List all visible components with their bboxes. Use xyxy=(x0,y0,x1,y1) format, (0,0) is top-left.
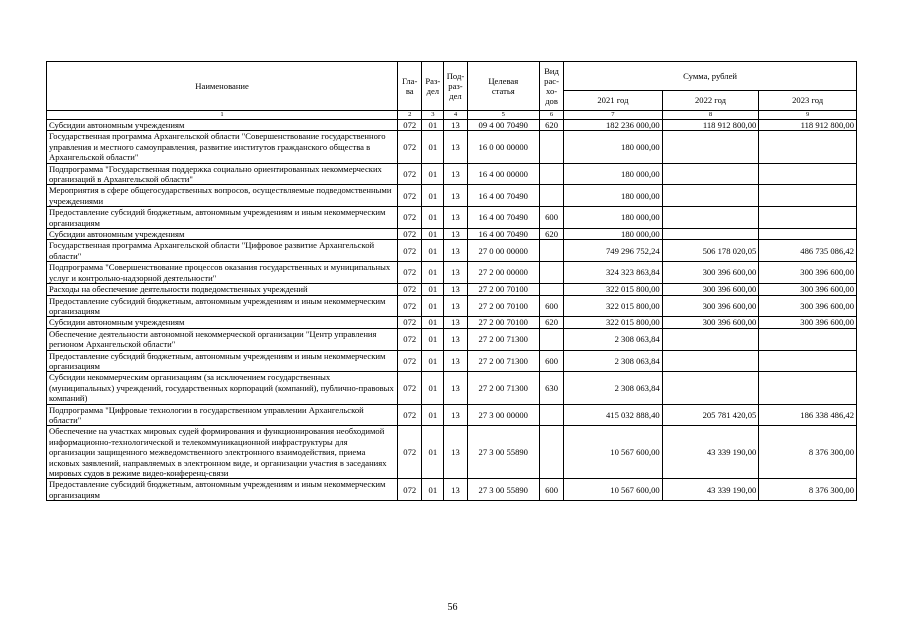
row-sum-2021: 10 567 600,00 xyxy=(564,479,663,501)
table-row xyxy=(47,163,857,185)
row-name: Предоставление субсидий бюджетным, автономным учреждениям и иным некоммерческим организациям xyxy=(47,479,398,501)
row-glava: 072 xyxy=(398,328,422,350)
header-podrazdel: Под- раз- дел xyxy=(444,62,467,111)
row-target: 27 2 00 00000 xyxy=(467,262,539,284)
page-number: 56 xyxy=(447,602,458,613)
column-number: 4 xyxy=(444,111,467,120)
row-razdel: 01 xyxy=(422,295,444,317)
row-sum-2023: 300 396 600,00 xyxy=(759,295,857,317)
row-vid: 600 xyxy=(539,479,563,501)
row-name: Государственная программа Архангельской области "Цифровое развитие Архангельской области" xyxy=(47,240,398,262)
row-podrazdel: 13 xyxy=(444,317,467,328)
row-name: Подпрограмма "Государственная поддержка социально ориентированных некоммерческих организаций в Архангельской области" xyxy=(47,163,398,185)
row-sum-2023: 486 735 086,42 xyxy=(759,240,857,262)
row-sum-2022: 300 396 600,00 xyxy=(662,317,759,328)
row-sum-2022 xyxy=(662,229,759,240)
row-target: 16 4 00 70490 xyxy=(467,229,539,240)
row-podrazdel: 13 xyxy=(444,207,467,229)
table-row xyxy=(47,479,857,501)
row-razdel: 01 xyxy=(422,262,444,284)
row-podrazdel: 13 xyxy=(444,350,467,372)
header-year-2021: 2021 год xyxy=(564,91,663,111)
row-sum-2022: 300 396 600,00 xyxy=(662,295,759,317)
row-target: 27 2 00 71300 xyxy=(467,372,539,404)
row-vid xyxy=(539,240,563,262)
row-podrazdel: 13 xyxy=(444,426,467,479)
row-vid xyxy=(539,426,563,479)
row-name: Субсидии некоммерческим организациям (за исключением государственных (муниципальных) учреждений, государственных корпораций (компаний), публично-правовых компаний) xyxy=(47,372,398,404)
table-row xyxy=(47,404,857,426)
row-razdel: 01 xyxy=(422,207,444,229)
row-glava: 072 xyxy=(398,207,422,229)
row-sum-2021: 180 000,00 xyxy=(564,131,663,163)
header-razdel: Раз- дел xyxy=(422,62,444,111)
row-sum-2022 xyxy=(662,131,759,163)
row-razdel: 01 xyxy=(422,328,444,350)
table-row xyxy=(47,295,857,317)
row-target: 27 3 00 00000 xyxy=(467,404,539,426)
table-row xyxy=(47,372,857,404)
row-podrazdel: 13 xyxy=(444,372,467,404)
table-row xyxy=(47,229,857,240)
row-vid xyxy=(539,262,563,284)
row-sum-2021: 322 015 800,00 xyxy=(564,317,663,328)
row-sum-2022: 43 339 190,00 xyxy=(662,426,759,479)
table-row xyxy=(47,284,857,295)
row-vid: 600 xyxy=(539,350,563,372)
row-glava: 072 xyxy=(398,295,422,317)
table-row xyxy=(47,426,857,479)
row-podrazdel: 13 xyxy=(444,328,467,350)
row-vid: 620 xyxy=(539,120,563,131)
row-sum-2022: 300 396 600,00 xyxy=(662,262,759,284)
table-row xyxy=(47,317,857,328)
row-razdel: 01 xyxy=(422,120,444,131)
row-glava: 072 xyxy=(398,185,422,207)
row-name: Субсидии автономным учреждениям xyxy=(47,120,398,131)
row-sum-2022: 300 396 600,00 xyxy=(662,284,759,295)
row-sum-2023: 8 376 300,00 xyxy=(759,479,857,501)
row-sum-2023: 186 338 486,42 xyxy=(759,404,857,426)
row-name: Предоставление субсидий бюджетным, автономным учреждениям и иным некоммерческим организациям xyxy=(47,207,398,229)
row-razdel: 01 xyxy=(422,240,444,262)
row-target: 27 0 00 00000 xyxy=(467,240,539,262)
table-row xyxy=(47,185,857,207)
table-row xyxy=(47,131,857,163)
row-sum-2023: 8 376 300,00 xyxy=(759,426,857,479)
row-name: Государственная программа Архангельской области "Совершенствование государственного управления и местного самоуправления, развитие институтов гражданского общества в Архангельской области" xyxy=(47,131,398,163)
table-row xyxy=(47,262,857,284)
row-sum-2023 xyxy=(759,328,857,350)
row-sum-2023 xyxy=(759,185,857,207)
row-sum-2023: 118 912 800,00 xyxy=(759,120,857,131)
row-sum-2023 xyxy=(759,163,857,185)
row-target: 27 2 00 70100 xyxy=(467,284,539,295)
row-glava: 072 xyxy=(398,229,422,240)
row-razdel: 01 xyxy=(422,131,444,163)
row-sum-2021: 180 000,00 xyxy=(564,163,663,185)
row-sum-2021: 182 236 000,00 xyxy=(564,120,663,131)
row-sum-2021: 2 308 063,84 xyxy=(564,328,663,350)
row-vid xyxy=(539,328,563,350)
row-podrazdel: 13 xyxy=(444,262,467,284)
row-name: Мероприятия в сфере общегосударственных вопросов, осуществляемые подведомственными учреждениями xyxy=(47,185,398,207)
table-row xyxy=(47,328,857,350)
row-target: 16 0 00 00000 xyxy=(467,131,539,163)
row-target: 16 4 00 00000 xyxy=(467,163,539,185)
row-name: Субсидии автономным учреждениям xyxy=(47,229,398,240)
column-number: 1 xyxy=(47,111,398,120)
row-sum-2021: 415 032 888,40 xyxy=(564,404,663,426)
row-target: 27 2 00 70100 xyxy=(467,317,539,328)
table-row xyxy=(47,350,857,372)
row-sum-2021: 180 000,00 xyxy=(564,185,663,207)
row-glava: 072 xyxy=(398,284,422,295)
header-year-2022: 2022 год xyxy=(662,91,759,111)
row-sum-2023 xyxy=(759,131,857,163)
row-vid: 600 xyxy=(539,207,563,229)
row-glava: 072 xyxy=(398,372,422,404)
row-sum-2021: 322 015 800,00 xyxy=(564,295,663,317)
row-target: 27 2 00 71300 xyxy=(467,350,539,372)
row-podrazdel: 13 xyxy=(444,240,467,262)
row-sum-2023: 300 396 600,00 xyxy=(759,317,857,328)
table-row xyxy=(47,120,857,131)
row-vid xyxy=(539,284,563,295)
row-podrazdel: 13 xyxy=(444,120,467,131)
header-target: Целевая статья xyxy=(467,62,539,111)
row-vid: 600 xyxy=(539,295,563,317)
row-name: Подпрограмма "Цифровые технологии в государственном управлении Архангельской области" xyxy=(47,404,398,426)
column-number: 3 xyxy=(422,111,444,120)
row-podrazdel: 13 xyxy=(444,185,467,207)
row-razdel: 01 xyxy=(422,284,444,295)
row-glava: 072 xyxy=(398,479,422,501)
row-name: Предоставление субсидий бюджетным, автономным учреждениям и иным некоммерческим организациям xyxy=(47,295,398,317)
row-sum-2021: 180 000,00 xyxy=(564,229,663,240)
header-sum: Сумма, рублей xyxy=(564,62,857,91)
table-row xyxy=(47,207,857,229)
row-name: Субсидии автономным учреждениям xyxy=(47,317,398,328)
row-sum-2022 xyxy=(662,328,759,350)
row-razdel: 01 xyxy=(422,185,444,207)
column-number: 8 xyxy=(662,111,759,120)
row-podrazdel: 13 xyxy=(444,479,467,501)
row-vid: 630 xyxy=(539,372,563,404)
row-sum-2021: 2 308 063,84 xyxy=(564,372,663,404)
row-glava: 072 xyxy=(398,240,422,262)
row-target: 16 4 00 70490 xyxy=(467,207,539,229)
column-number: 7 xyxy=(564,111,663,120)
row-sum-2022: 506 178 020,05 xyxy=(662,240,759,262)
row-sum-2023 xyxy=(759,207,857,229)
column-number-row xyxy=(47,111,857,120)
row-target: 27 2 00 71300 xyxy=(467,328,539,350)
row-sum-2022 xyxy=(662,207,759,229)
row-name: Обеспечение на участках мировых судей формирования и функционирования необходимой информационно-технологической и телекоммуникационной инфраструктуры для организации защищенного межведомственного электронного взаимодействия, приема исковых заявлений, направляемых в электронном виде, и организации участия в заседаниях мировых судов в режиме видео-конференц-связи xyxy=(47,426,398,479)
row-vid xyxy=(539,163,563,185)
row-vid xyxy=(539,131,563,163)
row-razdel: 01 xyxy=(422,163,444,185)
row-glava: 072 xyxy=(398,317,422,328)
row-razdel: 01 xyxy=(422,350,444,372)
row-razdel: 01 xyxy=(422,426,444,479)
row-sum-2023: 300 396 600,00 xyxy=(759,262,857,284)
column-number: 2 xyxy=(398,111,422,120)
row-razdel: 01 xyxy=(422,404,444,426)
row-sum-2021: 10 567 600,00 xyxy=(564,426,663,479)
row-razdel: 01 xyxy=(422,317,444,328)
row-sum-2022: 118 912 800,00 xyxy=(662,120,759,131)
column-number: 6 xyxy=(539,111,563,120)
table-row xyxy=(47,240,857,262)
row-glava: 072 xyxy=(398,350,422,372)
row-sum-2021: 180 000,00 xyxy=(564,207,663,229)
row-sum-2021: 324 323 863,84 xyxy=(564,262,663,284)
header-vid: Вид рас- хо- дов xyxy=(539,62,563,111)
row-target: 27 2 00 70100 xyxy=(467,295,539,317)
row-sum-2022 xyxy=(662,163,759,185)
row-sum-2023 xyxy=(759,350,857,372)
row-podrazdel: 13 xyxy=(444,229,467,240)
row-razdel: 01 xyxy=(422,372,444,404)
row-sum-2022 xyxy=(662,372,759,404)
row-glava: 072 xyxy=(398,404,422,426)
row-sum-2023 xyxy=(759,229,857,240)
row-sum-2021: 2 308 063,84 xyxy=(564,350,663,372)
row-podrazdel: 13 xyxy=(444,295,467,317)
row-sum-2022 xyxy=(662,350,759,372)
budget-table xyxy=(46,61,857,501)
header-year-2023: 2023 год xyxy=(759,91,857,111)
row-target: 09 4 00 70490 xyxy=(467,120,539,131)
row-target: 27 3 00 55890 xyxy=(467,479,539,501)
row-sum-2022: 205 781 420,05 xyxy=(662,404,759,426)
row-razdel: 01 xyxy=(422,229,444,240)
row-sum-2022: 43 339 190,00 xyxy=(662,479,759,501)
row-glava: 072 xyxy=(398,426,422,479)
row-podrazdel: 13 xyxy=(444,131,467,163)
row-target: 16 4 00 70490 xyxy=(467,185,539,207)
row-sum-2021: 322 015 800,00 xyxy=(564,284,663,295)
row-vid: 620 xyxy=(539,317,563,328)
row-name: Подпрограмма "Совершенствование процессов оказания государственных и муниципальных услуг и контрольно-надзорной деятельности" xyxy=(47,262,398,284)
row-glava: 072 xyxy=(398,163,422,185)
header-name: Наименование xyxy=(47,62,398,111)
row-target: 27 3 00 55890 xyxy=(467,426,539,479)
row-vid xyxy=(539,404,563,426)
row-glava: 072 xyxy=(398,262,422,284)
column-number: 9 xyxy=(759,111,857,120)
row-podrazdel: 13 xyxy=(444,163,467,185)
row-podrazdel: 13 xyxy=(444,404,467,426)
row-podrazdel: 13 xyxy=(444,284,467,295)
row-glava: 072 xyxy=(398,120,422,131)
row-sum-2022 xyxy=(662,185,759,207)
row-sum-2023 xyxy=(759,372,857,404)
row-razdel: 01 xyxy=(422,479,444,501)
row-vid xyxy=(539,185,563,207)
row-name: Предоставление субсидий бюджетным, автономным учреждениям и иным некоммерческим организациям xyxy=(47,350,398,372)
column-number: 5 xyxy=(467,111,539,120)
row-sum-2021: 749 296 752,24 xyxy=(564,240,663,262)
row-sum-2023: 300 396 600,00 xyxy=(759,284,857,295)
row-name: Расходы на обеспечение деятельности подведомственных учреждений xyxy=(47,284,398,295)
row-vid: 620 xyxy=(539,229,563,240)
header-glava: Гла- ва xyxy=(398,62,422,111)
row-name: Обеспечение деятельности автономной некоммерческой организации "Центр управления регионом Архангельской области" xyxy=(47,328,398,350)
row-glava: 072 xyxy=(398,131,422,163)
